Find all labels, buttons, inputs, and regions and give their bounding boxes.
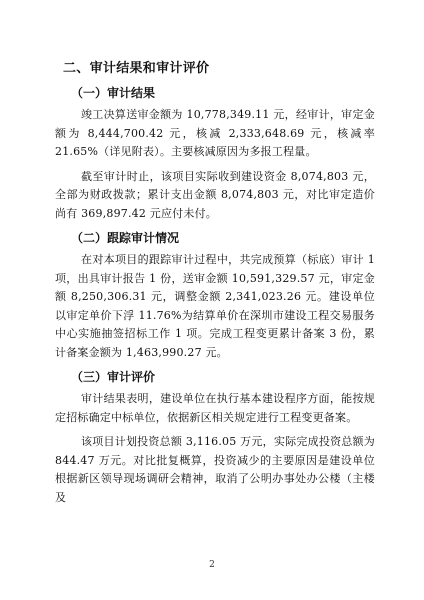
paragraph: 审计结果表明，建设单位在执行基本建设程序方面，能按规定招标确定中标单位，依据新区相关规定进行工程变更备案。 <box>55 392 375 424</box>
section-title: 二、审计结果和审计评价 <box>63 61 210 76</box>
subsection-title: （一）审计结果 <box>71 86 156 100</box>
paragraph: 截至审计时止，该项目实际收到建设资金 8,074,803 元，全部为财政拨款；累计支出金额 8,074,803 元，对比审定造价尚有 369,897.42 元应付未付。 <box>55 169 375 220</box>
subsection-title: （二）跟踪审计情况 <box>71 231 180 245</box>
document-body <box>55 60 375 513</box>
paragraph: 竣工决算送审金额为 10,778,349.11 元，经审计，审定金额为 8,444,700.42 元，核减 2,333,648.69 元，核减率 21.65%（详见附表）。主要核减原因为多报工程量。 <box>55 108 375 158</box>
page-number: 2 <box>209 560 215 570</box>
subsection-audit-evaluation <box>55 368 375 507</box>
paragraph: 在对本项目的跟踪审计过程中，共完成预算（标底）审计 1 项，出具审计报告 1 份，送审金额 10,591,329.57 元，审定金额 8,250,306.31 元，调整金额 2,341,023.26 元。建设单位以审定单价下浮 11.76%为结算单价在深圳市建设工程交易服务中心实施抽签招标工作 1 项。完成工程变更累计备案 3 份，累计备案金额为 1,463,990.27 元。 <box>55 253 375 359</box>
subsection-tracking-audit <box>55 229 375 362</box>
subsection-title: （三）审计评价 <box>71 370 156 384</box>
subsection-audit-results <box>55 84 375 223</box>
paragraph: 该项目计划投资总额 3,116.05 万元，实际完成投资总额为 844.47 万元。对比批复概算，投资减少的主要原因是建设单位根据新区领导现场调研会精神，取消了公明办事处办公楼（主楼及 <box>55 435 375 504</box>
